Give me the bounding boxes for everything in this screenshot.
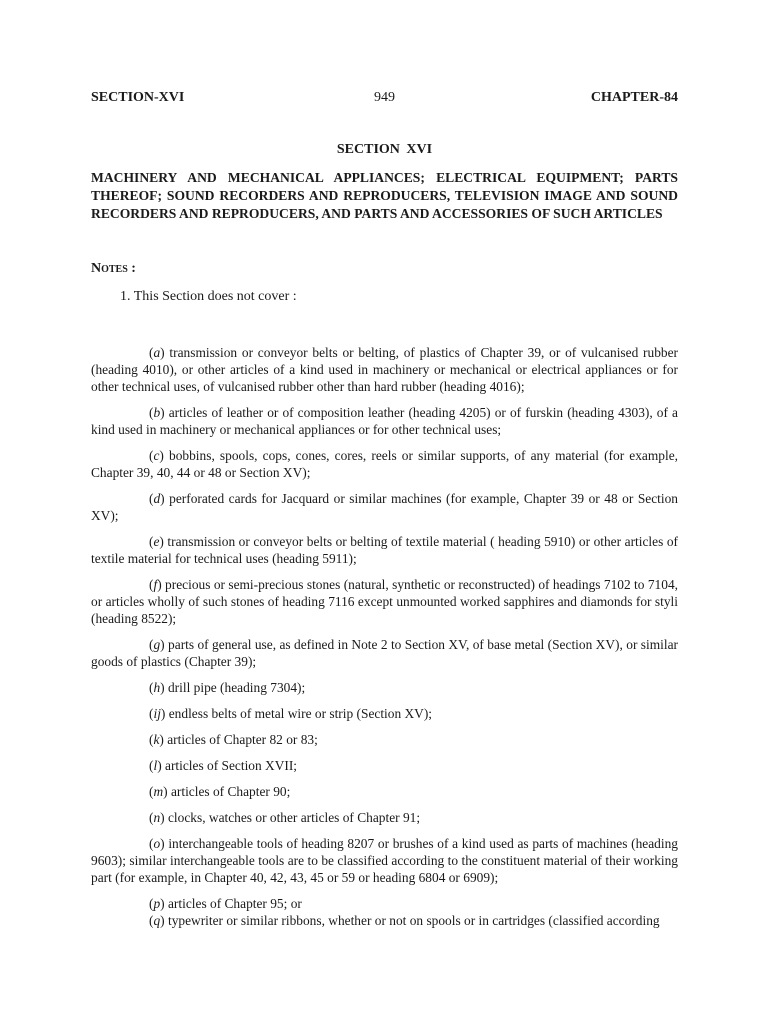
list-item: (g) parts of general use, as defined in Note 2 to Section XV, of base metal (Section XV), or similar goods of plastics (Chapter 39); [91,637,678,669]
list-item: (m) articles of Chapter 90; [149,784,291,799]
list-item: (ij) endless belts of metal wire or strip (Section XV); [149,706,433,721]
note-intro: 1. This Section does not cover : [120,289,297,304]
list-item: (l) articles of Section XVII; [149,758,298,773]
list-item: (e) transmission or conveyor belts or belting of textile material ( heading 5910) or other articles of textile material for technical uses (heading 5911); [91,534,678,566]
section-heading: MACHINERY AND MECHANICAL APPLIANCES; ELECTRICAL EQUIPMENT; PARTS THEREOF; SOUND RECORDERS AND REPRODUCERS, TELEVISION IMAGE AND SOUND RECORDERS AND REPRODUCERS, AND PARTS AND ACCESSORIES OF SUCH ARTICLES [91,170,678,221]
list-item: (h) drill pipe (heading 7304); [149,680,306,695]
list-item: (p) articles of Chapter 95; or [149,896,302,911]
header-section: SECTION-XVI [91,90,185,105]
section-title: SECTION XVI [336,142,433,157]
list-item: (o) interchangeable tools of heading 8207 or brushes of a kind used as parts of machines (heading 9603); similar interchangeable tools are to be classified according to the constituent material of their working part (for example, in Chapter 40, 42, 43, 45 or 59 or heading 6804 or 6909); [91,836,678,885]
list-item: (a) transmission or conveyor belts or belting, of plastics of Chapter 39, or of vulcanised rubber (heading 4010), or other articles of a kind used in machinery or mechanical or electrical appliances or for other technical uses, of vulcanised rubber other than hard rubber (heading 4016); [91,345,678,394]
list-item: (k) articles of Chapter 82 or 83; [149,732,318,747]
list-item: (f) precious or semi-precious stones (natural, synthetic or reconstructed) of headings 7102 to 7104, or articles wholly of such stones of heading 7116 except unmounted worked sapphires and diamonds for styli (heading 8522); [91,577,678,626]
exclusion-list [91,344,678,929]
page-number: 949 [374,90,395,105]
list-item: (c) bobbins, spools, cops, cones, cores, reels or similar supports, of any material (for example, Chapter 39, 40, 44 or 48 or Section XV); [91,448,678,480]
running-header [91,90,678,110]
list-item: (d) perforated cards for Jacquard or similar machines (for example, Chapter 39 or 48 or Section XV); [91,491,678,523]
list-item: (b) articles of leather or of composition leather (heading 4205) or of furskin (heading 4303), of a kind used in machinery or mechanical appliances or for other technical uses; [91,405,678,437]
list-item: (n) clocks, watches or other articles of Chapter 91; [149,810,421,825]
document-page [91,0,678,1024]
header-chapter: CHAPTER-84 [590,90,678,105]
notes-label: Notes : [91,261,136,276]
list-item: (q) typewriter or similar ribbons, whether or not on spools or in cartridges (classified according [149,913,660,928]
